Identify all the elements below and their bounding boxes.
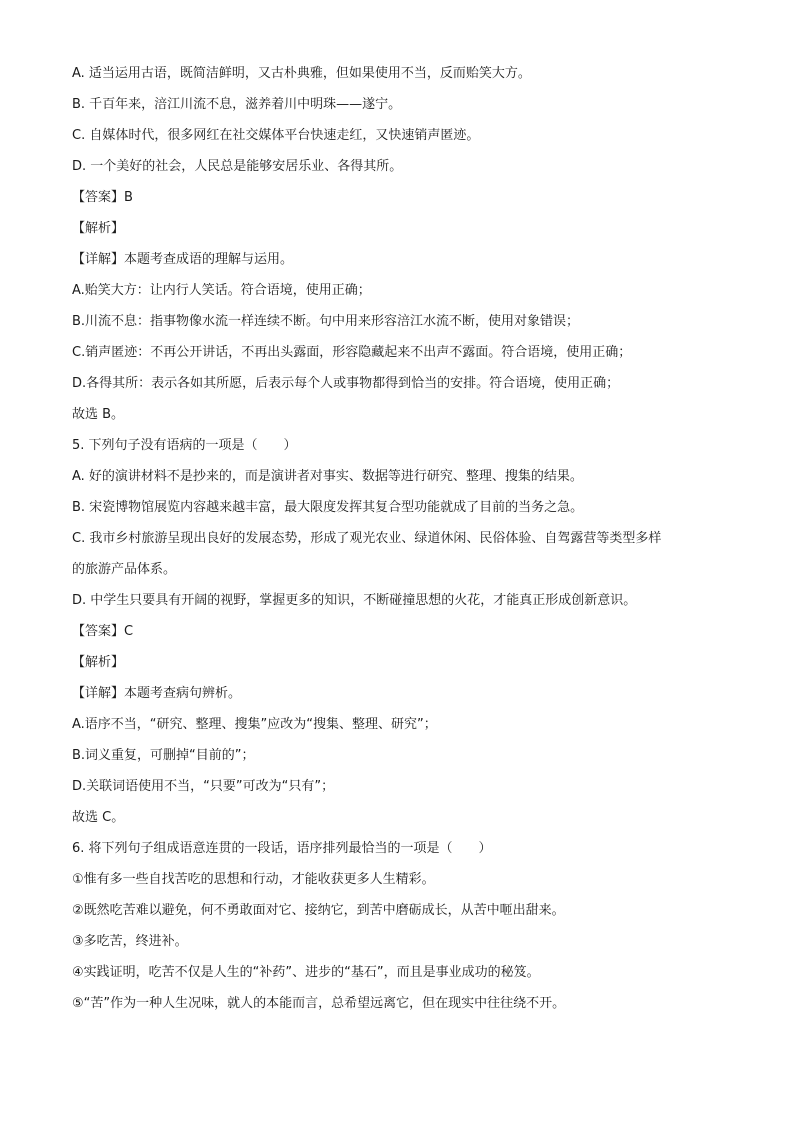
q5-analysis-label: 【解析】 [72, 655, 125, 670]
q5-option-a: A. 好的演讲材料不是抄来的，而是演讲者对事实、数据等进行研究、整理、搜集的结果。 [72, 469, 583, 484]
answer-label: 【答案】B [72, 190, 133, 205]
explanation-c: C.销声匿迹：不再公开讲话，不再出头露面，形容隐藏起来不出声不露面。符合语境，使用正确； [72, 345, 632, 360]
option-b: B. 千百年来，涪江川流不息，滋养着川中明珠——遂宁。 [72, 97, 402, 112]
q5-explanation-a: A.语序不当，“研究、整理、搜集”应改为“搜集、整理、研究”； [72, 717, 437, 732]
q5-conclusion: 故选 C。 [72, 810, 125, 825]
explanation-b: B.川流不息：指事物像水流一样连续不断。句中用来形容涪江水流不断，使用对象错误； [72, 314, 580, 329]
explanation-d: D.各得其所：表示各如其所愿，后表示每个人或事物都得到恰当的安排。符合语境，使用正确； [72, 376, 620, 391]
question-5: 5. 下列句子没有语病的一项是（ ） [72, 438, 297, 453]
explanation-a: A.贻笑大方：让内行人笑话。符合语境，使用正确； [72, 283, 371, 298]
q5-explanation-b: B.词义重复，可删掉“目前的”； [72, 748, 255, 763]
q5-option-d: D. 中学生只要具有开阔的视野，掌握更多的知识，不断碰撞思想的火花，才能真正形成创新意识。 [72, 593, 637, 608]
q5-detail-label: 【详解】本题考查病句辨析。 [72, 686, 242, 701]
analysis-label: 【解析】 [72, 221, 125, 236]
document-page [72, 62, 732, 1023]
option-a: A. 适当运用古语，既简洁鲜明，又古朴典雅，但如果使用不当，反而贻笑大方。 [72, 66, 531, 81]
q5-option-b: B. 宋瓷博物馆展览内容越来越丰富，最大限度发挥其复合型功能就成了目前的当务之急。 [72, 500, 584, 515]
sentence-4: ④实践证明，吃苦不仅是人生的“补药”、进步的“基石”，而且是事业成功的秘笈。 [72, 965, 540, 980]
q5-option-c: C. 我市乡村旅游呈现出良好的发展态势，形成了观光农业、绿道休闲、民俗体验、自驾露营等类型多样 [72, 531, 662, 546]
q5-answer-label: 【答案】C [72, 624, 134, 639]
detail-label: 【详解】本题考查成语的理解与运用。 [72, 252, 294, 267]
q5-option-c-continued: 的旅游产品体系。 [72, 562, 177, 577]
q5-explanation-d: D.关联词语使用不当，“只要”可改为“只有”； [72, 779, 335, 794]
conclusion: 故选 B。 [72, 407, 125, 422]
sentence-2: ②既然吃苦难以避免，何不勇敢面对它、接纳它，到苦中磨砺成长，从苦中咂出甜来。 [72, 903, 565, 918]
sentence-5: ⑤“苦”作为一种人生况味，就人的本能而言，总希望远离它，但在现实中往往绕不开。 [72, 996, 566, 1011]
option-d: D. 一个美好的社会，人民总是能够安居乐业、各得其所。 [72, 159, 403, 174]
sentence-3: ③多吃苦，终进补。 [72, 934, 188, 949]
question-6: 6. 将下列句子组成语意连贯的一段话，语序排列最恰当的一项是（ ） [72, 841, 492, 856]
sentence-1: ①惟有多一些自找苦吃的思想和行动，才能收获更多人生精彩。 [72, 872, 435, 887]
option-c: C. 自媒体时代，很多网红在社交媒体平台快速走红，又快速销声匿迹。 [72, 128, 480, 143]
